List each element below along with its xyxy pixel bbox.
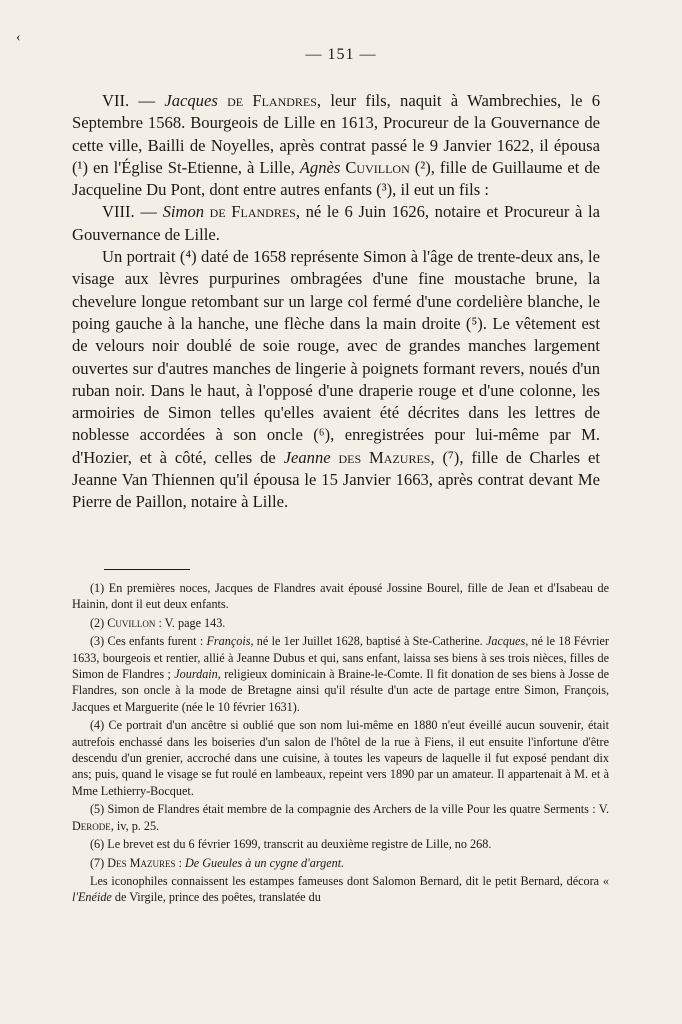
footnote-5 [72, 801, 609, 834]
paragraph-text: , né le 6 Juin 1626, notaire et Procureur à la Gouvernance de Lille. [72, 202, 600, 244]
paragraph-text-end: (²), fille de Guillaume et de Jacqueline Du Pont, dont entre autres enfants (³), il eut un fils : [72, 157, 600, 200]
footnote-number: (7) [90, 855, 108, 870]
footnote-name: Derode [72, 818, 111, 833]
page-number: — 151 — [305, 46, 377, 63]
footnote-text: de Virgile, prince des poêtes, translatée du [111, 890, 321, 905]
footnote-8 [72, 873, 609, 906]
footnote-number: (2) [90, 615, 108, 630]
margin-mark: ‹ [16, 30, 21, 45]
footnote-name: Cuvillon [107, 615, 156, 630]
footnote-name: Des Mazures [107, 855, 176, 870]
generation-number: VIII. — [102, 202, 163, 222]
footnote-2 [72, 615, 609, 631]
footnote-text: , religieux dominicain à Braine-le-Comte. Il fit donation de ses biens à Josse de Flandres, son oncle à la mode de Bretagne ainsi qu'il résulte d'un acte de partage entre Simon, François, Jacques et Marguerite (née le 10 février 1631). [72, 667, 609, 714]
book-title: l'Enéide [72, 890, 112, 905]
footnote-text: , né le 18 Février 1633, bourgeois et rentier, allié à Jeanne Dubus et qui, sans enfant, laissa ses biens à ses trois nièces, filles de Simon de Flandres ; [72, 634, 609, 682]
footnote-text: , né le 1er Juillet 1628, baptisé à Ste-Catherine. [250, 634, 486, 649]
footnote-3 [72, 633, 609, 715]
person-name: Simon [162, 202, 205, 222]
spouse-name: Agnès [299, 157, 341, 177]
main-text [72, 90, 600, 514]
footnote-6: (6) Le brevet est du 6 février 1699, transcrit au deuxième registre de Lille, no 268. [90, 837, 492, 852]
footnote-name: François [206, 634, 251, 649]
paragraph-text-end: , (⁷), fille de Charles et Jeanne Van Thiennen qu'il épousa le 15 Janvier 1663, après contrat devant Me Pierre de Paillon, notaire à Lille. [72, 447, 600, 512]
footnote-text: , iv, p. 25. [110, 818, 160, 833]
paragraph-text: Un portrait (⁴) daté de 1658 représente Simon à l'âge de trente-deux ans, le visage aux lèvres purpurines ombragées d'une fine moustache brune, la chevelure longue retombant sur un large col fermé d'une cordelière blanche, le poing gauche à la hanche, une flèche dans la main droite (⁵). Le vêtement est de velours noir doublé de soie rouge, avec de grandes manches largement ouvertes sur d'autres manches de lingerie à poignets formant revers, noués d'un ruban noir. Dans le haut, à l'opposé d'une draperie rouge et d'une colonne, les armoiries de Simon telles qu'elles avaient été décrites dans les lettres de noblesse accordées à son oncle (⁶), enregistrées pour lui-même par M. d'Hozier, et à côté, celles de [72, 247, 600, 467]
person-name: Jeanne [283, 447, 331, 467]
footnote-text: : [175, 855, 185, 870]
paragraph-viii [72, 201, 600, 246]
footnotes [72, 580, 609, 908]
paragraph-vii [72, 90, 600, 201]
family-name: des Mazures [330, 447, 431, 467]
footnote-text: (5) Simon de Flandres était membre de la compagnie des Archers de la ville Pour les quatre Serments : V. [90, 802, 609, 817]
family-name: de Flandres [217, 91, 317, 110]
footnote-4: (4) Ce portrait d'un ancêtre si oublié que son nom lui-même en 1880 n'eut éveillé aucun souvenir, était autrefois enchassé dans les boiseries d'un salon de l'hôtel de la rue à Fiens, il eut ensuite l'infortune d'être descendu d'un grenier, accroché dans une cuisine, à toutes les vapeurs de laquelle il fut exposé pendant dix ans; puis, quand le visage se fut roulé en lambeaux, repeint vers 1890 par un amateur. Il appartenait à M. et à Mme Lethierry-Bocquet. [72, 718, 609, 798]
paragraph-portrait [72, 246, 600, 514]
footnote-1: (1) En premières noces, Jacques de Flandres avait épousé Jossine Bourel, fille de Jean et d'Isabeau de Hainin, dont il eut deux enfants. [72, 581, 609, 612]
footnote-text: : V. page 143. [155, 615, 226, 630]
family-name: de Flandres [204, 202, 296, 222]
footnote-divider [104, 569, 190, 570]
generation-number: VII. — [102, 91, 165, 110]
blazon-text: De Gueules à un cygne d'argent. [184, 855, 345, 870]
footnote-name: Jourdain [174, 667, 218, 682]
footnote-text: (3) Ces enfants furent : [90, 634, 207, 649]
footnote-name: Jacques [485, 634, 526, 649]
paragraph-text: , leur fils, naquit à Wambrechies, le 6 Septembre 1568. Bourgeois de Lille en 1613, Procureur de la Gouvernance de cette ville, Bailli de Noyelles, après contrat passé le 9 Janvier 1622, il épousa (¹) en l'Église St-Etienne, à Lille, [72, 91, 601, 177]
person-name: Jacques [164, 91, 218, 110]
footnote-text: Les iconophiles connaissent les estampes fameuses dont Salomon Bernard, dit le petit Bernard, décora « [90, 873, 609, 888]
footnote-7 [72, 855, 609, 871]
spouse-family-name: Cuvillon [340, 157, 410, 177]
